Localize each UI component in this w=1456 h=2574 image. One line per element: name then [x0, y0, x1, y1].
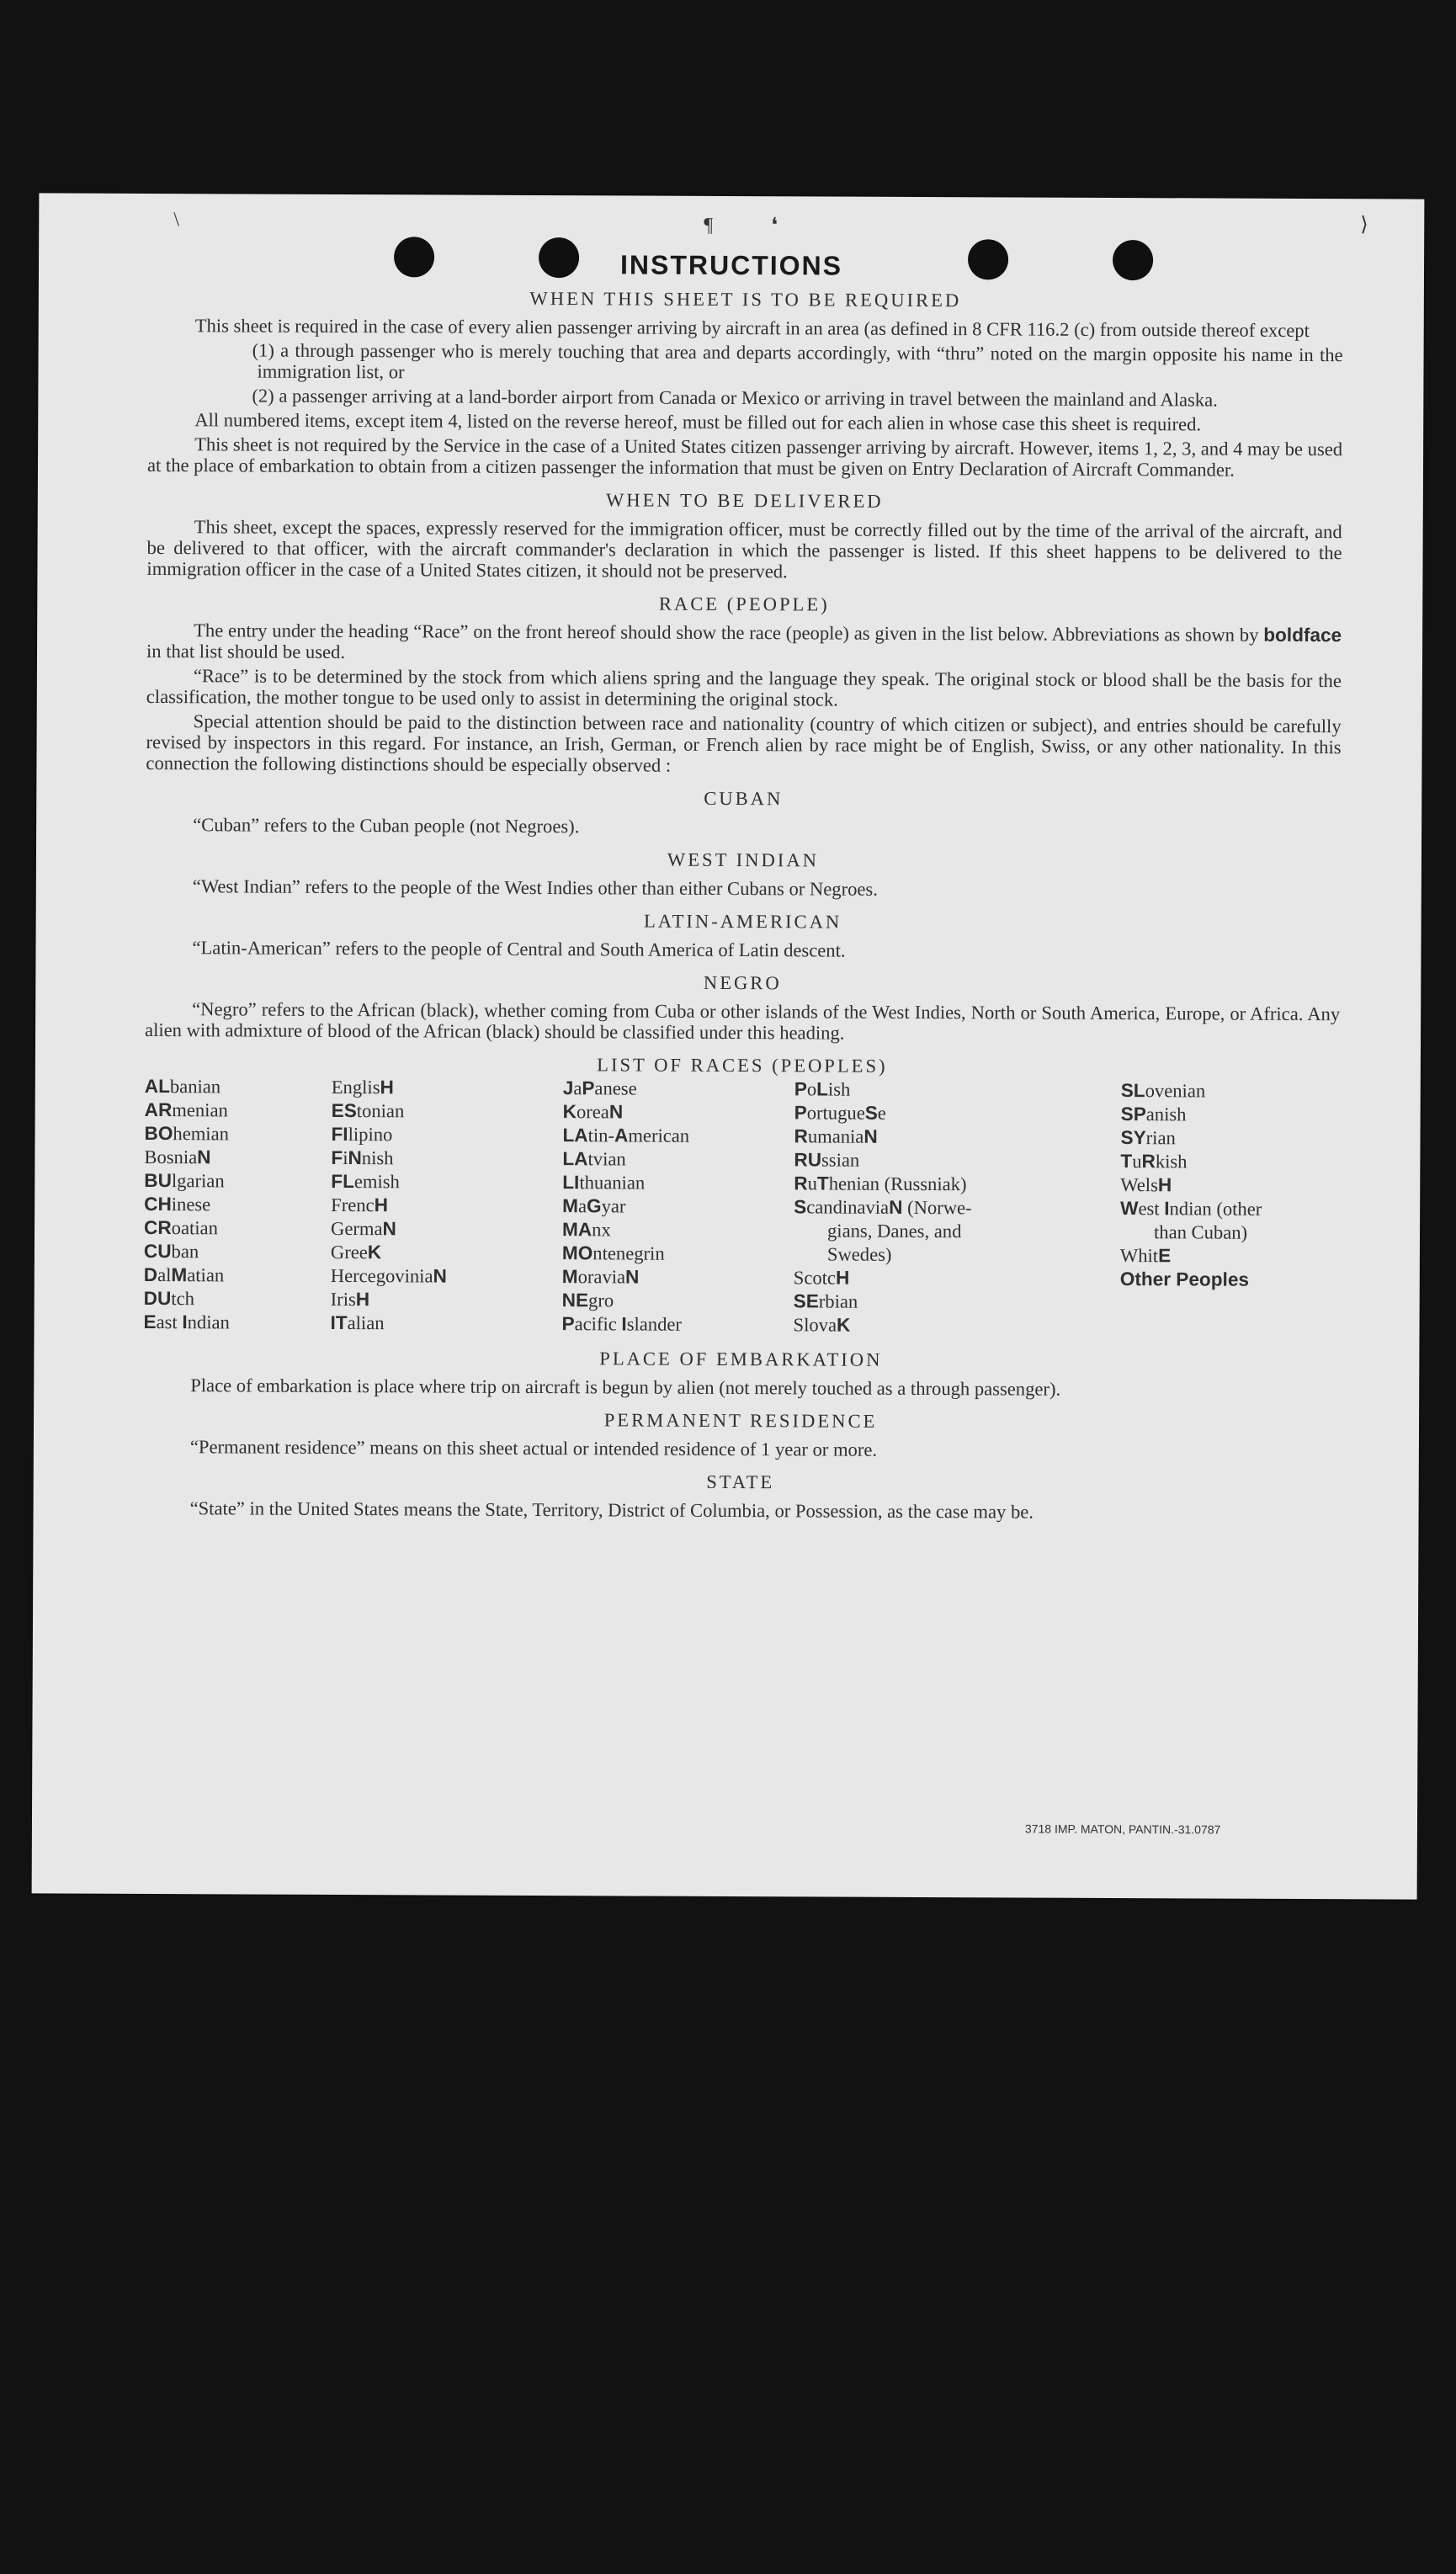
race-item: IrisH [330, 1288, 370, 1311]
race-item: LAtin-American [562, 1125, 690, 1146]
race-item: CRoatian [143, 1216, 218, 1239]
race-column [330, 1076, 562, 1336]
exception-item: (1) a through passenger who is merely touching that area and departs accordingly, with “thru” noted on the margin opposite his name in the immigration list, or [252, 339, 1343, 383]
paragraph: “State” in the United States means the State, Territory, District of Columbia, or Possession, as the case may be. [189, 1497, 1034, 1523]
race-item: TuRkish [1120, 1151, 1188, 1173]
paragraph: Special attention should be paid to the distinction between race and nationality (country of which citizen or subject), and entries should be carefully revised by inspectors in this regard. For instance, an Irish, German, or French alien by race might be of English, Swiss, or any other nationality. In this connection the following distinctions should be especially observed : [146, 710, 1342, 776]
race-item: WelsH [1120, 1174, 1172, 1196]
section-west-indian [146, 847, 1341, 901]
race-item: LAtvian [562, 1148, 626, 1170]
paragraph: Place of embarkation is place where trip on aircraft is begun by alien (not merely touched as a through passenger). [190, 1375, 1061, 1400]
race-item: GermaN [330, 1217, 396, 1240]
race-item: WhitE [1119, 1245, 1172, 1267]
paragraph: This sheet, except the spaces, expressly reserved for the immigration officer, must be correctly filled out by the time of the arrival of the aircraft, and be delivered to that officer, with the aircraft commander's declaration in which the passenger is listed. If this sheet happens to be delivered to the immigration officer in the case of a United States citizen, it should not be preserved. [146, 516, 1342, 582]
paragraph: This sheet is not required by the Service in the case of a United States citizen passenger arriving by aircraft. However, items 1, 2, 3, and 4 may be used at the place of embarkation to obtain from a citizen passenger the information that must be given on Entry Declaration of Aircraft Commander. [146, 433, 1343, 481]
race-item: Other Peoples [1119, 1268, 1250, 1290]
paragraph: “Negro” refers to the African (black), whether coming from Cuba or other islands of the West Indies, North or South America, Europe, or Africa. Any alien with admixture of blood of the African (black) should be classified under this heading. [145, 998, 1341, 1044]
race-item: West Indian (other [1120, 1198, 1262, 1220]
race-item: FIlipino [331, 1123, 393, 1146]
race-item: SYrian [1120, 1127, 1176, 1149]
race-item: PortugueSe [794, 1102, 886, 1124]
section-heading: WHEN THIS SHEET IS TO BE REQUIRED [529, 287, 962, 311]
race-item: SLovenian [1120, 1080, 1206, 1102]
race-item: BUlgarian [144, 1169, 225, 1192]
race-item: ALbanian [144, 1075, 221, 1098]
race-item: GreeK [330, 1241, 382, 1263]
section-heading: PERMANENT RESIDENCE [603, 1409, 878, 1432]
race-item: ARmenian [144, 1098, 228, 1121]
race-item: ITalian [330, 1311, 385, 1334]
race-item: KoreaN [562, 1101, 624, 1123]
race-column [1119, 1079, 1339, 1339]
race-item: ScotcH [793, 1267, 850, 1289]
page-title: INSTRUCTIONS [619, 249, 843, 281]
race-item: RumaniaN [794, 1125, 878, 1147]
race-item: EStonian [331, 1099, 405, 1122]
race-item: MaGyar [562, 1195, 626, 1217]
race-item: Pacific Islander [561, 1313, 683, 1335]
margin-mark: \ [173, 209, 180, 231]
race-column [144, 1075, 332, 1335]
section-embarkation [143, 1346, 1338, 1401]
boldface-word: boldface [1263, 624, 1342, 646]
race-item: SErbian [793, 1290, 858, 1312]
section-heading: LATIN-AMERICAN [643, 910, 842, 933]
section-latin-american [145, 908, 1340, 963]
margin-mark: ❛ [771, 215, 778, 237]
paragraph: “Race” is to be determined by the stock from which aliens spring and the language they speak. The original stock or blood shall be the basis for the classification, the mother tongue to be used only to assist in determining the original stock. [146, 665, 1342, 710]
margin-mark: ¶ [704, 214, 714, 237]
paragraph: All numbered items, except item 4, listed on the reverse hereof, must be filled out for each alien in whose case this sheet is required. [194, 409, 1202, 435]
race-list [144, 1075, 1340, 1339]
race-item: SPanish [1120, 1104, 1187, 1125]
section-heading: WEST INDIAN [667, 848, 820, 871]
paragraph: “Latin-American” refers to the people of Central and South America of Latin descent. [192, 937, 846, 961]
race-item: JaPanese [562, 1077, 637, 1099]
race-column [561, 1077, 794, 1337]
race-item: FiNnish [331, 1146, 394, 1169]
race-item: than Cuban) [1153, 1221, 1248, 1243]
race-item: PoLish [794, 1078, 851, 1100]
section-state [143, 1469, 1338, 1524]
race-item: DUtch [143, 1287, 194, 1310]
printer-mark: 3718 IMP. MATON, PANTIN.-31.0787 [1024, 1821, 1221, 1837]
race-item: EnglisH [331, 1076, 394, 1098]
exception-item: (2) a passenger arriving at a land-border airport from Canada or Mexico or arriving in travel between the mainland and Alaska. [252, 385, 1218, 411]
race-item: RuThenian (Russniak) [794, 1173, 967, 1195]
section-heading: WHEN TO BE DELIVERED [605, 489, 884, 512]
race-item: NEgro [561, 1290, 614, 1311]
section-heading: LIST OF RACES (PEOPLES) [597, 1054, 888, 1077]
race-item: SlovaK [793, 1314, 851, 1336]
race-item: Swedes) [826, 1243, 892, 1265]
race-item: FLemish [331, 1170, 400, 1193]
paragraph: “Cuban” refers to the Cuban people (not Negroes). [193, 814, 580, 838]
paragraph-text: The entry under the heading “Race” on the front hereof should show the race (people) as given in the list below. Abbreviations as shown by [194, 620, 1259, 646]
race-item: East Indian [143, 1311, 230, 1333]
paragraph-text: in that list should be used. [146, 640, 346, 663]
race-item: MOntenegrin [561, 1242, 665, 1264]
race-item: CUban [143, 1240, 199, 1263]
race-item: gians, Danes, and [826, 1220, 962, 1242]
race-item: DalMatian [143, 1263, 225, 1286]
race-item: MoraviaN [561, 1266, 640, 1288]
section-heading: STATE [706, 1470, 775, 1493]
section-heading: NEGRO [703, 971, 782, 994]
paragraph: “West Indian” refers to the people of the West Indies other than either Cubans or Negroes. [192, 875, 878, 900]
section-cuban [146, 785, 1341, 840]
paragraph: This sheet is required in the case of every alien passenger arriving by aircraft in an area (as defined in 8 CFR 116.2 (c) from outside thereof except [194, 315, 1310, 342]
section-residence [143, 1407, 1338, 1462]
section-race-list [144, 1052, 1340, 1339]
section-heading: PLACE OF EMBARKATION [599, 1348, 883, 1370]
race-item: RUssian [794, 1149, 860, 1171]
paragraph: “Permanent residence” means on this sheet actual or intended residence of 1 year or more. [189, 1436, 878, 1460]
race-item: BOhemian [144, 1122, 230, 1145]
race-column [793, 1077, 1120, 1338]
race-item: CHinese [144, 1193, 211, 1215]
race-item: LIthuanian [562, 1172, 646, 1194]
section-negro [145, 970, 1340, 1045]
race-item: BosniaN [144, 1146, 211, 1168]
instructions-body [143, 286, 1343, 1527]
race-item: FrencH [331, 1194, 389, 1216]
race-item: MAnx [561, 1219, 611, 1241]
document-sheet [32, 193, 1425, 1899]
margin-mark: ⟩ [1360, 214, 1368, 237]
section-heading: RACE (PEOPLE) [658, 593, 830, 615]
section-when-required [147, 286, 1343, 481]
section-when-delivered [146, 487, 1342, 584]
race-item: ScandinaviaN (Norwe- [794, 1196, 972, 1219]
section-heading: CUBAN [704, 787, 784, 810]
race-item: HercegoviniaN [330, 1264, 447, 1287]
section-race [146, 591, 1342, 779]
paragraph [146, 620, 1342, 667]
